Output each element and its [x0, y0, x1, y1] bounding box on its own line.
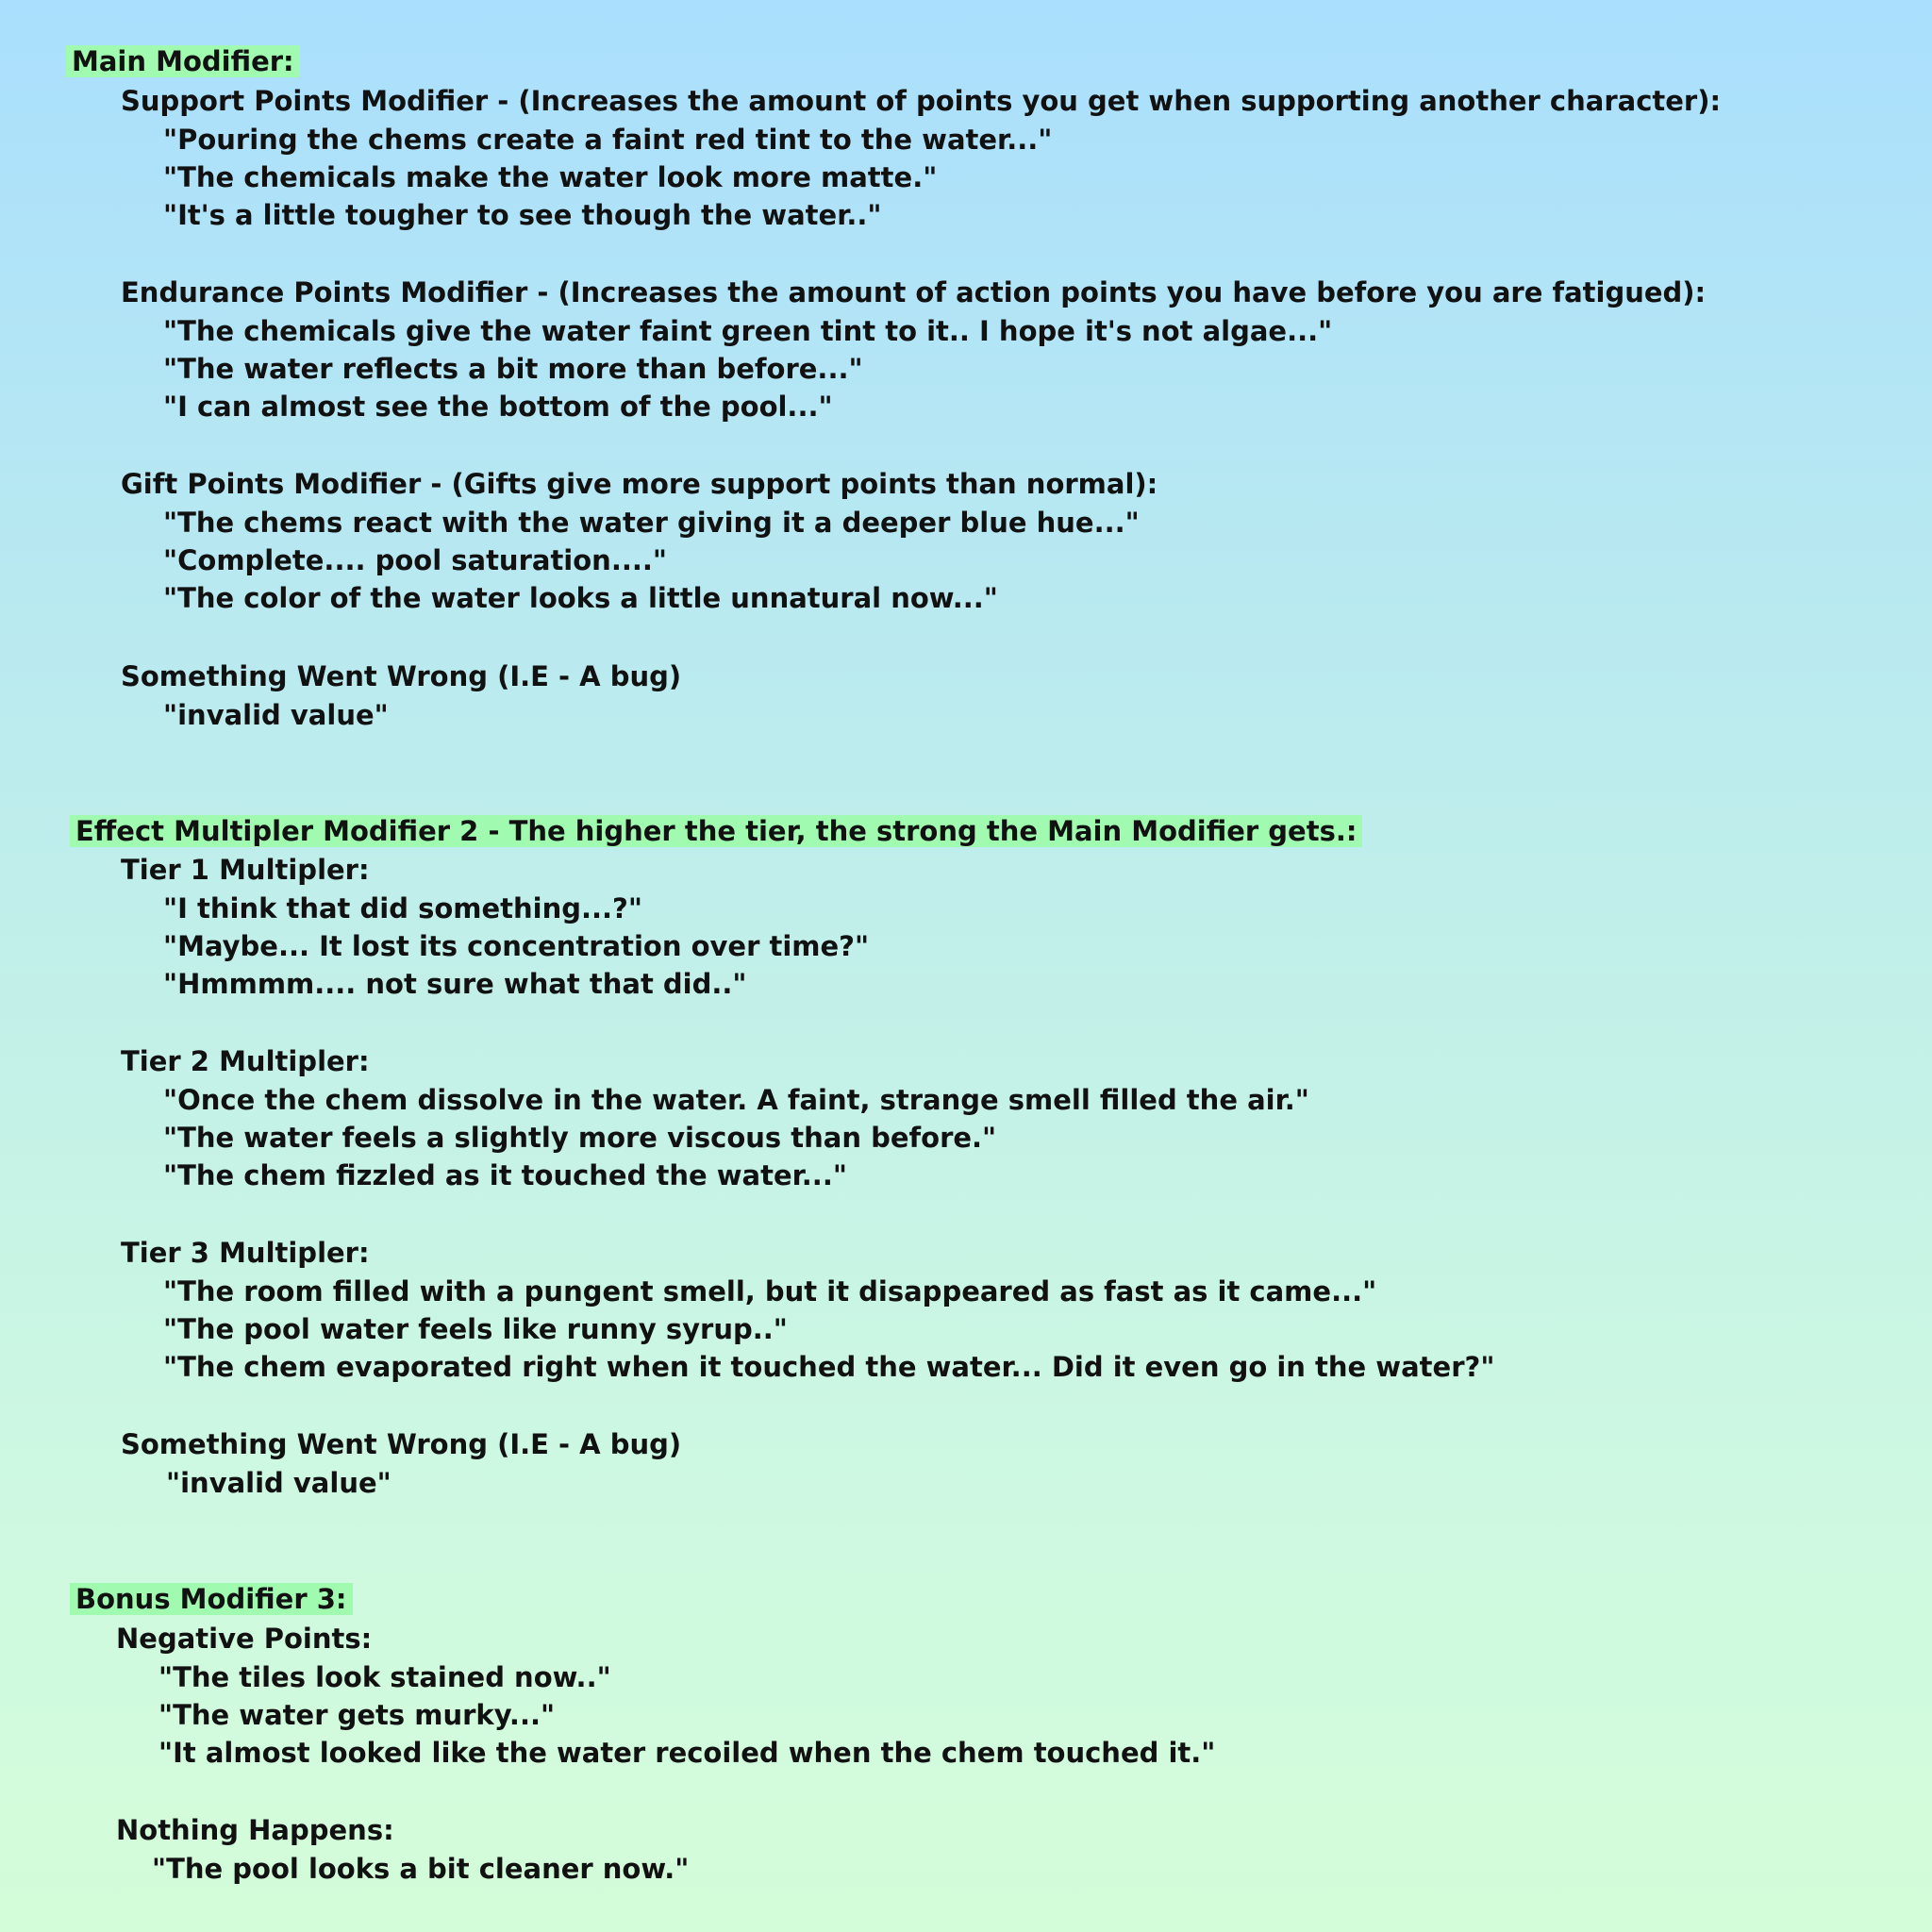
tier-2-line-3: "The chem fizzled as it touched the water...": [163, 1159, 847, 1191]
negative-points-title: Negative Points:: [116, 1623, 373, 1655]
tier-1-line-2: "Maybe... It lost its concentration over time?": [163, 930, 870, 962]
endurance-points-line-1: "The chemicals give the water faint green tint to it.. I hope it's not algae...": [163, 315, 1333, 347]
effect-multiplier-heading: Effect Multipler Modifier 2 - The higher the tier, the strong the Main Modifier gets.:: [70, 812, 1362, 850]
bonus-modifier-heading: Bonus Modifier 3:: [70, 1580, 353, 1618]
tier-3-line-1: "The room filled with a pungent smell, but it disappeared as fast as it came...": [163, 1275, 1377, 1307]
gift-points-title: Gift Points Modifier - (Gifts give more support points than normal):: [121, 468, 1158, 500]
support-points-line-1: "Pouring the chems create a faint red tint to the water...": [163, 124, 1053, 156]
endurance-points-line-2: "The water reflects a bit more than before...": [163, 353, 863, 385]
gift-points-line-3: "The color of the water looks a little unnatural now...": [163, 582, 998, 614]
nothing-happens-line-1: "The pool looks a bit cleaner now.": [152, 1853, 690, 1885]
endurance-points-title: Endurance Points Modifier - (Increases the amount of action points you have before you are fatigued):: [121, 276, 1707, 308]
tier-3-line-2: "The pool water feels like runny syrup..": [163, 1313, 788, 1345]
negative-points-line-1: "The tiles look stained now..": [158, 1661, 611, 1693]
tier-3-line-3: "The chem evaporated right when it touched the water... Did it even go in the water?": [163, 1351, 1495, 1383]
tier-3-title: Tier 3 Multipler:: [121, 1237, 370, 1269]
support-points-title: Support Points Modifier - (Increases the amount of points you get when supporting another character):: [121, 85, 1722, 117]
negative-points-line-3: "It almost looked like the water recoiled when the chem touched it.": [158, 1737, 1216, 1769]
tier-2-line-2: "The water feels a slightly more viscous than before.": [163, 1122, 997, 1154]
negative-points-line-2: "The water gets murky...": [158, 1699, 556, 1731]
tier-1-title: Tier 1 Multipler:: [121, 854, 370, 886]
tier-2-line-1: "Once the chem dissolve in the water. A faint, strange smell filled the air.": [163, 1084, 1309, 1116]
main-modifier-heading: Main Modifier:: [66, 42, 300, 80]
support-points-line-3: "It's a little tougher to see though the water..": [163, 199, 882, 231]
gift-points-line-2: "Complete.... pool saturation....": [163, 544, 667, 576]
tier-1-line-1: "I think that did something...?": [163, 892, 642, 924]
tier-1-line-3: "Hmmmm.... not sure what that did..": [163, 968, 747, 1000]
nothing-happens-title: Nothing Happens:: [116, 1814, 394, 1846]
main-bug-title: Something Went Wrong (I.E - A bug): [121, 660, 682, 692]
gift-points-line-1: "The chems react with the water giving it a deeper blue hue...": [163, 507, 1140, 539]
effect-bug-title: Something Went Wrong (I.E - A bug): [121, 1428, 682, 1460]
tier-2-title: Tier 2 Multipler:: [121, 1045, 370, 1077]
effect-bug-line-1: "invalid value": [166, 1467, 391, 1499]
endurance-points-line-3: "I can almost see the bottom of the pool...": [163, 391, 833, 423]
main-bug-line-1: "invalid value": [163, 699, 389, 731]
support-points-line-2: "The chemicals make the water look more matte.": [163, 161, 938, 193]
